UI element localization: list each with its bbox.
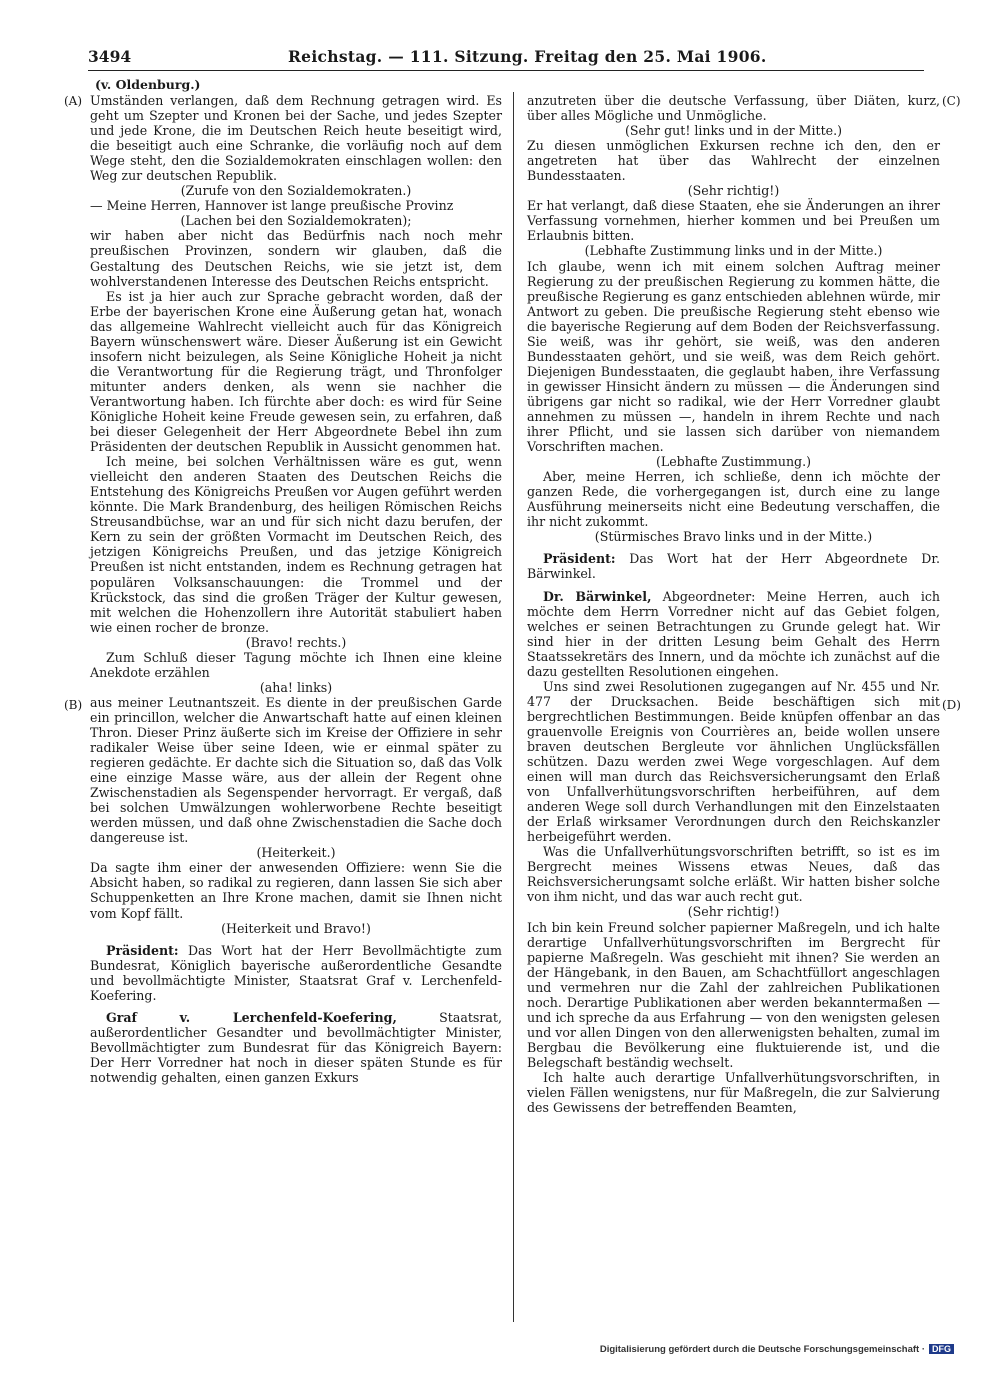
paragraph-text: (aha! links) [259, 679, 333, 695]
paragraph [527, 138, 940, 183]
interjection [527, 123, 940, 138]
paragraph [90, 198, 502, 213]
paragraph-text: Ich halte auch derartige Unfallverhütungsvorschriften, in vielen Fällen wenigstens, nur für Maßregeln, die zur Salvierung des Gewissens der betreffenden Beamten, [527, 1070, 940, 1116]
paragraph-text: (Lachen bei den Sozialdemokraten); [180, 213, 412, 229]
paragraph [527, 589, 940, 679]
continued-speaker-tag: (v. Oldenburg.) [95, 77, 201, 92]
interjection [90, 845, 502, 860]
paragraph-text: Das Wort hat der Herr Bevollmächtigte zum Bundesrat, Königlich bayerische außerordentliche Gesandte und bevollmächtigte Minister, Staatsrat Graf v. Lerchenfeld-Koefering. [90, 942, 502, 1003]
left-column [90, 93, 502, 1085]
paragraph-text: (Heiterkeit.) [256, 845, 336, 861]
paragraph-text: aus meiner Leutnantszeit. Es diente in der preußischen Garde ein princillon, welcher die Anwartschaft hatte auf einen kleinen Thron. Dieser Prinz äußerte sich im Kreise der Offiziere in sehr radikaler Weise über seine Ideen, wie er einmal später zu regieren gedächte. Er dachte sich die Situation so, daß das Volk eine einzige Masse wäre, aus der allein der Regent ohne Zwischenstadien als Segenspender hervorragt. Er vergaß, daß bei solchen Umwälzungen wohlerworbene Rechte beseitigt werden müssen, und daß ohne Zwischenstadien die Sache doch dangereuse ist. [90, 694, 502, 846]
paragraph [90, 943, 502, 1003]
paragraph [90, 228, 502, 288]
paragraph-text: (Bravo! rechts.) [245, 634, 347, 650]
paragraph [90, 93, 502, 183]
paragraph [527, 259, 940, 455]
paragraph-text: (Heiterkeit und Bravo!) [221, 920, 371, 936]
paragraph-text: (Lebhafte Zustimmung links und in der Mitte.) [584, 243, 883, 259]
paragraph-text: Aber, meine Herren, ich schließe, denn ich möchte der ganzen Rede, die vorhergegangen ist, durch eine zu lange Ausführung meinerseits nicht eine Bedeutung verschaffen, die ihr nicht zukommt. [527, 469, 940, 530]
speaker-name: Dr. Bärwinkel, [543, 588, 652, 604]
paragraph-text: (Stürmisches Bravo links und in der Mitte.) [594, 529, 873, 545]
paragraph-text: wir haben aber nicht das Bedürfnis nach noch mehr preußischen Provinzen, sondern wir glauben, daß die Gestaltung des Deutschen Reichs, wie sie jetzt ist, dem wohlverstandenen Interesse des Deutschen Reichs entspricht. [90, 228, 502, 289]
speaker-name: Präsident: [543, 551, 616, 567]
interjection [90, 635, 502, 650]
speaker-name: Präsident: [106, 942, 179, 958]
paragraph-text: Abgeordneter: Meine Herren, auch ich möchte dem Herrn Vorredner nicht auf das Gebiet folgen, welches er seinen Betrachtungen zu Grunde gelegt hat. Wir sind hier in der dritten Lesung beim Gehalt des Herrn Staatssekretärs des Innern, und da möchte ich zunächst auf die dazu gestellten Resolutionen eingehen. [527, 588, 941, 679]
paragraph-text: Es ist ja hier auch zur Sprache gebracht worden, daß der Erbe der bayerischen Krone eine Äußerung getan hat, wonach das allgemeine Wahlrecht vielleicht auch für das Königreich Bayern wünschenswert wäre. Dieser Äußerung ist ein Gewicht insofern nicht beizulegen, als Seine Königliche Hoheit ja nicht die Verantwortung für die Regierung trägt, und Thronfolger mitunter anders denken, als wenn sie nachher die Verantwortung haben. Ich fürchte aber doch: es wird für Seine Königliche Hoheit keine Freude gewesen sein, zu erfahren, daß bei dieser Gelegenheit der Herr Abgeordnete Bebel ihn zum Präsidenten der deutschen Republik in Aussicht genommen hat. [90, 288, 502, 455]
paragraph-text: Ich meine, bei solchen Verhältnissen wäre es gut, wenn vielleicht den anderen Staaten des Deutschen Reichs die Entstehung des Königreichs Preußen vor Augen geführt werden könnte. Die Mark Brandenburg, des heiligen Römischen Reichs Streusandbüchse, war an und für sich nicht dazu berufen, der Kern zu sein der größten Vormacht im Deutschen Reich, des jetzigen Königreichs Preußen, und das jetzige Königreich Preußen ist nicht entstanden, indem es Rechnung getragen hat populären Volksanschauungen: die Trommel und der Krückstock, das sind die großen Träger der Kultur gewesen, mit welchen die Hohenzollern ihre Autorität stabuliert haben wie einen rocher de bronze. [90, 454, 502, 635]
paragraph [527, 198, 940, 243]
page-header [88, 44, 924, 71]
interjection [90, 213, 502, 228]
margin-mark-a: (A) [64, 94, 83, 108]
paragraph-text: Zum Schluß dieser Tagung möchte ich Ihnen eine kleine Anekdote erzählen [90, 649, 502, 680]
interjection [90, 921, 502, 936]
footer-text: Digitalisierung gefördert durch die Deutsche Forschungsgemeinschaft · [599, 1344, 925, 1355]
margin-mark-c: (C) [942, 94, 961, 108]
paragraph [527, 469, 940, 529]
right-column [527, 93, 940, 1115]
interjection [527, 243, 940, 258]
paragraph [90, 695, 502, 845]
paragraph [90, 454, 502, 635]
interjection [527, 529, 940, 544]
paragraph-text: (Sehr richtig!) [687, 904, 780, 920]
paragraph [527, 93, 940, 123]
paragraph-text: Ich bin kein Freund solcher papierner Maßregeln, und ich halte derartige Unfallverhütungsvorschriften im Bergrecht für papierne Maßregeln. Was geschieht mit ihnen? Sie werden an der Hängebank, in den Bauen, am Schachtfüllort angeschlagen und vermehren nur die Zahl der zahlreichen Publikationen noch. Derartige Publikationen aber werden bekanntermaßen — und ich spreche da aus Erfahrung — von den wenigsten gelesen und vor allen Dingen von den allerwenigsten behalten, zumal im Bergbau die Bevölkerung eine fluktuierende ist, und die Belegschaft beständig wechselt. [527, 919, 940, 1070]
paragraph-text: — Meine Herren, Hannover ist lange preußische Provinz [90, 198, 454, 214]
paragraph [90, 1010, 502, 1085]
paragraph-text: (Sehr gut! links und in der Mitte.) [624, 123, 843, 139]
paragraph-text: (Zurufe von den Sozialdemokraten.) [180, 183, 412, 199]
speaker-name: Graf v. Lerchenfeld-Koefering, [106, 1009, 397, 1025]
paragraph [527, 844, 940, 904]
paragraph-text: anzutreten über die deutsche Verfassung, über Diäten, kurz, über alles Mögliche und Unmögliche. [527, 93, 940, 124]
paragraph-text: (Sehr richtig!) [687, 183, 780, 199]
footer-credit [600, 1344, 954, 1355]
paragraph-text: Umständen verlangen, daß dem Rechnung getragen wird. Es geht um Szepter und Kronen bei der Sache, und jedes Szepter und jede Krone, die im Deutschen Reich heute beseitigt wird, die beseitigt auch eine Schranke, die vorläufig noch auf dem Wege steht, den die Sozialdemokraten einschlagen wollen: den Weg zur deutschen Republik. [90, 93, 502, 184]
paragraph-text: Staatsrat, außerordentlicher Gesandter und bevollmächtigter Minister, Bevollmächtigter zum Bundesrat für das Königreich Bayern: Der Herr Vorredner hat noch in dieser späten Stunde es für notwendig gehalten, einen ganzen Exkurs [90, 1009, 502, 1085]
margin-mark-b: (B) [64, 698, 83, 712]
interjection [527, 183, 940, 198]
running-title: Reichstag. — 111. Sitzung. Freitag den 25. Mai 1906. [288, 47, 767, 66]
column-divider [513, 92, 514, 1322]
paragraph [90, 650, 502, 680]
paragraph [90, 860, 502, 920]
interjection [527, 454, 940, 469]
paragraph-text: Was die Unfallverhütungsvorschriften betrifft, so ist es im Bergrecht meines Wissens etwas Neues, daß das Reichsversicherungsamt solche erläßt. Wir hatten bisher solche von ihm nicht, und das war auch recht gut. [527, 844, 940, 905]
paragraph [90, 289, 502, 455]
paragraph-text: Zu diesen unmöglichen Exkursen rechne ich den, den er angetreten hat über das Wahlrecht der einzelnen Bundesstaaten. [527, 138, 940, 184]
paragraph-text: Das Wort hat der Herr Abgeordnete Dr. Bärwinkel. [527, 551, 940, 582]
paragraph-text: Ich glaube, wenn ich mit einem solchen Auftrag meiner Regierung zu der preußischen Regierung zu kommen hätte, die preußische Regierung es ganz entschieden ablehnen würde, mir Antwort zu geben. Die preußische Regierung steht ebenso wie die bayerische Regierung auf dem Boden der Reichsverfassung. Sie weiß, was ihr gehört, sie weiß, was den anderen Bundesstaaten gehört, und sie weiß, was dem Reich gehört. Diejenigen Bundesstaaten, die geglaubt haben, ihre Verfassung in gewisser Hinsicht ändern zu müssen — die Änderungen sind übrigens gar nicht so radikal, wie der Herr Vorredner glaubt annehmen zu müssen —, handeln in ihrem Rechte und nach ihrer Pflicht, und sie lassen sich darüber von niemandem Vorschriften machen. [527, 258, 940, 455]
paragraph [527, 1070, 940, 1115]
margin-mark-d: (D) [942, 698, 961, 712]
paragraph-text: Uns sind zwei Resolutionen zugegangen auf Nr. 455 und Nr. 477 der Drucksachen. Beide beschäftigen sich mit bergrechtlichen Bestimmungen. Beide knüpfen offenbar an das grauenvolle Ereignis von Courrières an, beide wollen unsere braven deutschen Bergleute vor ähnlichen Unglücksfällen schützen. Dazu werden zwei Wege vorgeschlagen. Auf dem einen will man durch das Reichsversicherungsamt den Erlaß von Unfallverhütungsvorschriften herbeiführen, auf dem anderen Wege soll durch Verhandlungen mit den Einzelstaaten der Erlaß wirksamer Verordnungen durch den Reichskanzler herbeigeführt werden. [527, 678, 940, 845]
dfg-logo: DFG [929, 1344, 954, 1354]
paragraph [527, 679, 940, 845]
interjection [90, 680, 502, 695]
interjection [90, 183, 502, 198]
paragraph-text: Er hat verlangt, daß diese Staaten, ehe sie Änderungen an ihrer Verfassung vornehmen, hierher kommen und bei Preußen um Erlaubnis bitten. [527, 198, 940, 244]
paragraph-text: Da sagte ihm einer der anwesenden Offiziere: wenn Sie die Absicht haben, so radikal zu regieren, dann lassen Sie sich aber Schuppenketten an Ihre Krone machen, damit sie Ihnen nicht vom Kopf fällt. [90, 860, 502, 921]
paragraph [527, 551, 940, 581]
paragraph [527, 920, 940, 1070]
paragraph-text: (Lebhafte Zustimmung.) [655, 454, 812, 470]
interjection [527, 904, 940, 919]
page-number: 3494 [88, 47, 132, 66]
